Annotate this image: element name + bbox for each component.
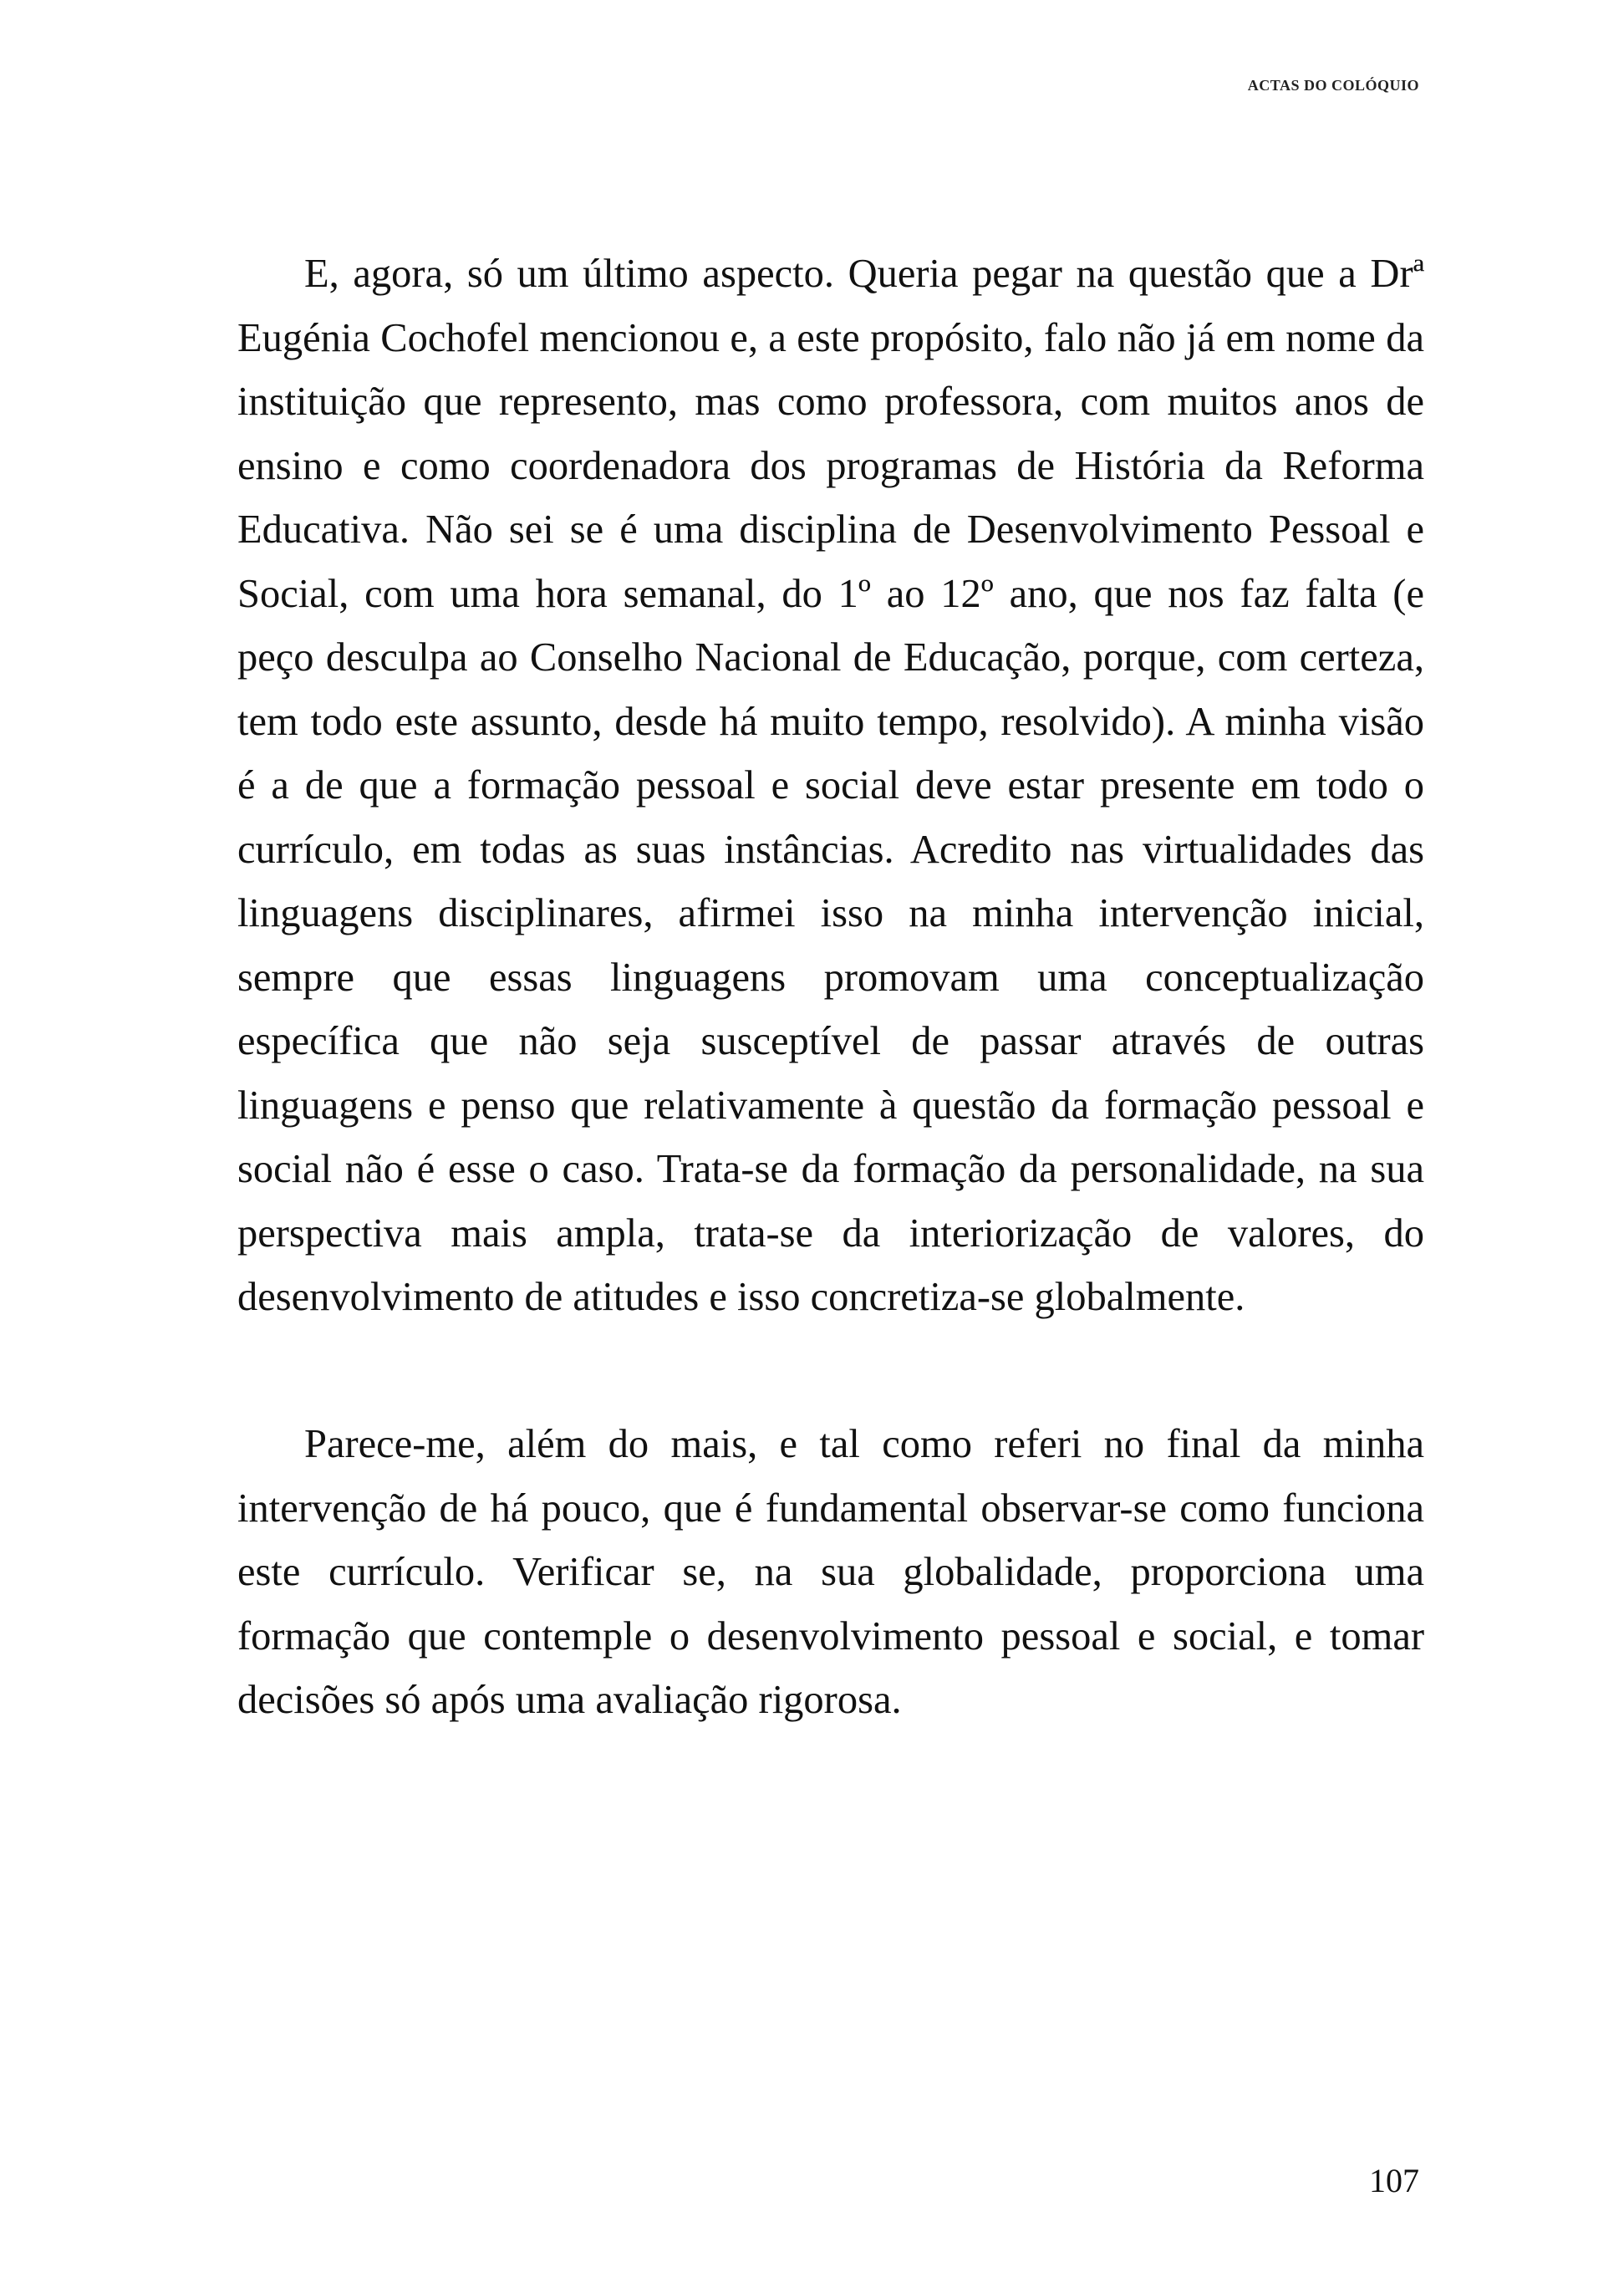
- body-paragraph-1-container: [237, 242, 1424, 1330]
- running-header: ACTAS DO COLÓQUIO: [1247, 77, 1419, 94]
- body-paragraph-2-container: [237, 1413, 1424, 1733]
- body-paragraph: Parece-me, além do mais, e tal como referi no final da minha intervenção de há pouco, que é fundamental observar-se como funciona este currículo. Verificar se, na sua globalidade, proporciona uma formação que contemple o desenvolvimento pessoal e social, e tomar decisões só após uma avaliação rigorosa.: [237, 1422, 1424, 1722]
- page-number: 107: [1369, 2162, 1419, 2199]
- body-paragraph: E, agora, só um último aspecto. Queria pegar na questão que a Drª Eugénia Cochofel mencionou e, a este propósito, falo não já em nome da instituição que represento, mas como professora, com muitos anos de ensino e como coordenadora dos programas de História da Reforma Educativa. Não sei se é uma disciplina de Desenvolvimento Pessoal e Social, com uma hora semanal, do 1º ao 12º ano, que nos faz falta (e peço desculpa ao Conselho Nacional de Educação, porque, com certeza, tem todo este assunto, desde há muito tempo, resolvido). A minha visão é a de que a formação pessoal e social deve estar presente em todo o currículo, em todas as suas instâncias. Acredito nas virtualidades das linguagens disciplinares, afirmei isso na minha intervenção inicial, sempre que essas linguagens promovam uma conceptualização específica que não seja susceptível de passar através de outras linguagens e penso que relativamente à questão da formação pessoal e social não é esse o caso. Trata-se da formação da personalidade, na sua perspectiva mais ampla, trata-se da interiorização de valores, do desenvolvimento de atitudes e isso concretiza-se globalmente.: [237, 252, 1424, 1319]
